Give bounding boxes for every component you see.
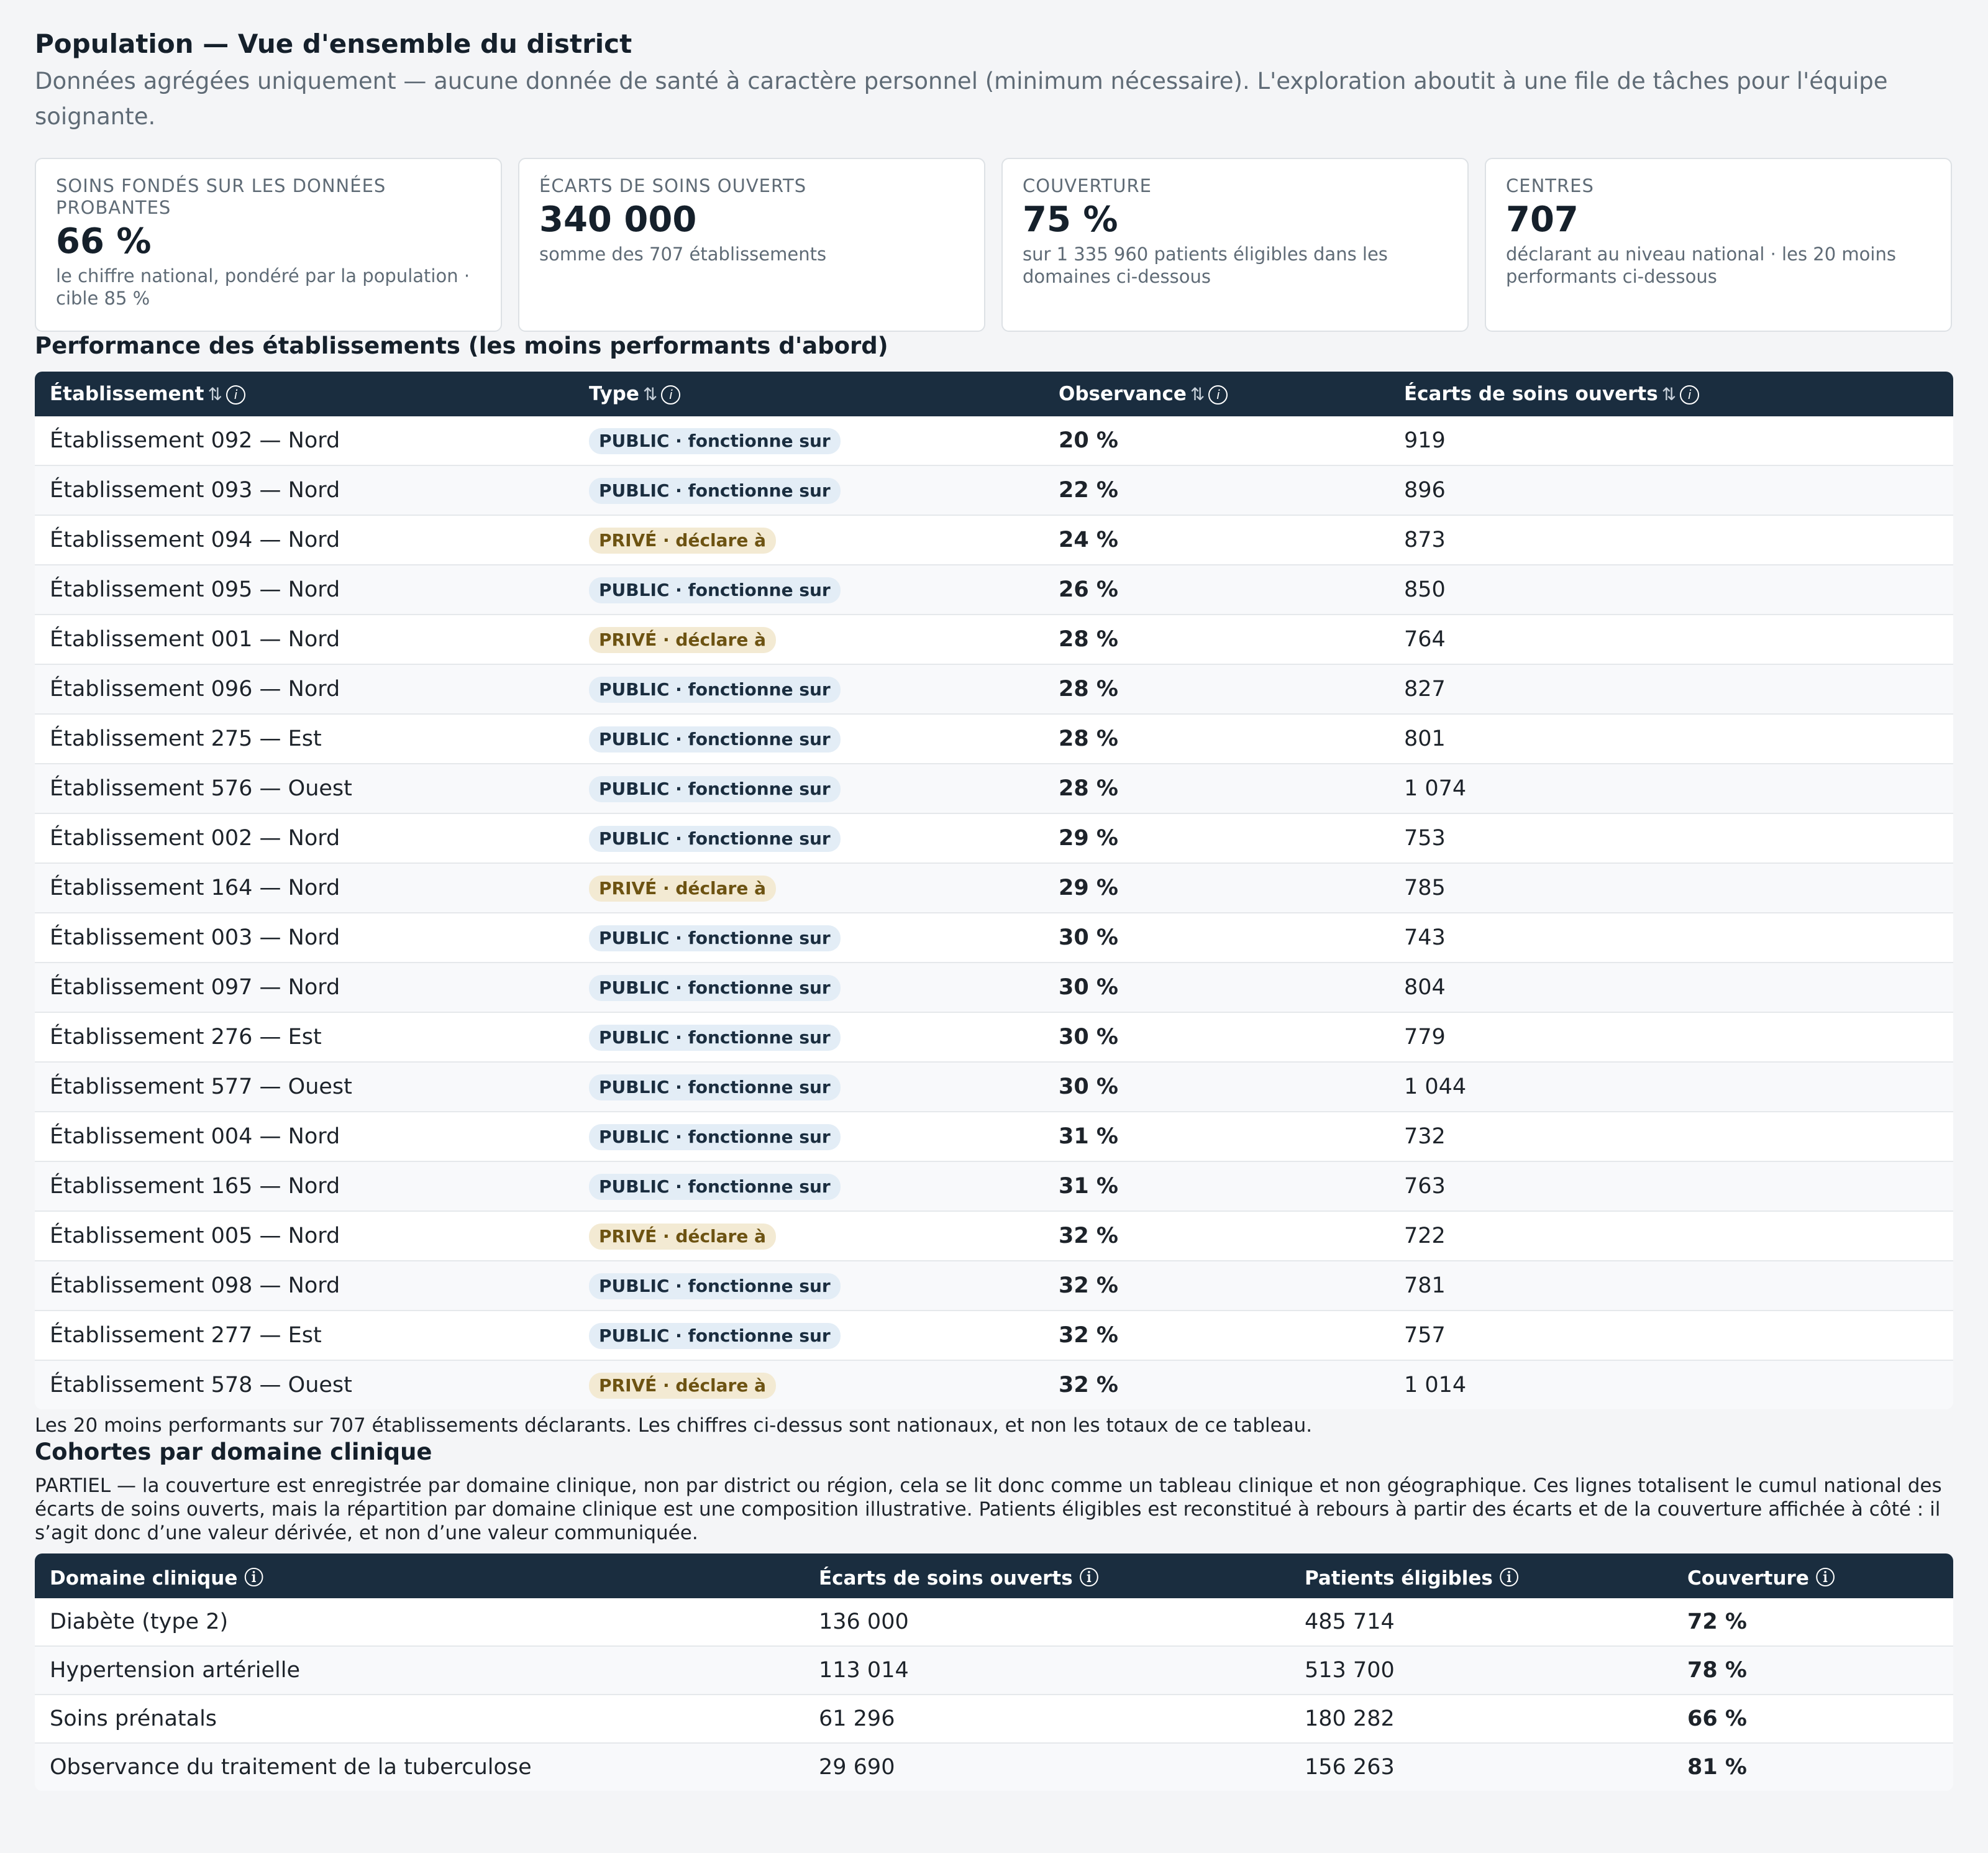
- facilities-table-body: [35, 416, 1953, 1409]
- facility-name: Établissement 578 — Ouest: [35, 1360, 574, 1409]
- page-title: Population — Vue d'ensemble du district: [35, 29, 632, 59]
- facility-name: Établissement 004 — Nord: [35, 1111, 574, 1161]
- facility-type-badge: PRIVÉ · déclare à: [589, 1224, 776, 1250]
- table-row[interactable]: [35, 1360, 1953, 1409]
- facility-type-badge: PUBLIC · fonctionne sur: [589, 577, 841, 603]
- coverage-value: 72 %: [1687, 1609, 1747, 1634]
- cohorts-table-body: [35, 1598, 1953, 1791]
- sort-icon[interactable]: ⇅: [1190, 384, 1205, 405]
- facility-type-badge: PUBLIC · fonctionne sur: [589, 975, 841, 1001]
- facility-type-badge: PUBLIC · fonctionne sur: [589, 1124, 841, 1150]
- open-gaps-value: 1 014: [1389, 1360, 1953, 1409]
- table-row[interactable]: [35, 1645, 1953, 1694]
- kpi-row: [35, 158, 1953, 332]
- column-label: Type: [589, 383, 639, 405]
- open-gaps-value: 743: [1389, 912, 1953, 962]
- kpi-value: 66 %: [56, 221, 152, 262]
- facility-type-badge: PUBLIC · fonctionne sur: [589, 677, 841, 703]
- clinical-domain: Observance du traitement de la tuberculose: [35, 1742, 804, 1791]
- facility-type-badge: PUBLIC · fonctionne sur: [589, 1323, 841, 1349]
- kpi-card-centres: [1485, 158, 1952, 332]
- adherence-value: 30 %: [1044, 1012, 1389, 1061]
- facility-type-cell: [574, 713, 1044, 763]
- eligible-patients-value: 180 282: [1290, 1694, 1672, 1742]
- page-subtitle: Données agrégées uniquement — aucune donnée de santé à caractère personnel (minimum nécessaire). L'exploration aboutit à une file de tâches pour l'équipe soignante.: [35, 68, 1888, 130]
- kpi-note: déclarant au niveau national · les 20 moins performants ci-dessous: [1506, 244, 1896, 287]
- clinical-domain: Diabète (type 2): [50, 1609, 229, 1634]
- facility-type-cell: [574, 862, 1044, 912]
- facility-type-cell: [574, 1012, 1044, 1061]
- table-row[interactable]: [35, 1742, 1953, 1791]
- coverage-value: 66 %: [1672, 1694, 1953, 1742]
- adherence-value: 31 %: [1044, 1111, 1389, 1161]
- open-gaps-value: 896: [1389, 465, 1953, 515]
- table-row[interactable]: [35, 1161, 1953, 1210]
- open-gaps-value: 753: [1389, 813, 1953, 862]
- kpi-value: 707: [1506, 199, 1579, 240]
- table-row[interactable]: [35, 1260, 1953, 1310]
- facility-name: Établissement 165 — Nord: [35, 1161, 574, 1210]
- facility-type-badge: PUBLIC · fonctionne sur: [589, 1174, 841, 1200]
- open-gaps-value: 801: [1389, 713, 1953, 763]
- open-gaps-value: 919: [1404, 428, 1446, 453]
- kpi-card-evidence-based-care: [35, 158, 502, 332]
- adherence-value: 28 %: [1044, 664, 1389, 713]
- table-row[interactable]: [35, 912, 1953, 962]
- sort-icon[interactable]: ⇅: [1661, 384, 1677, 405]
- adherence-value: 32 %: [1044, 1210, 1389, 1260]
- table-row[interactable]: [35, 1598, 1953, 1645]
- facility-type-badge: PUBLIC · fonctionne sur: [589, 925, 841, 951]
- facility-type-cell: [574, 813, 1044, 862]
- facility-type-cell: [574, 1111, 1044, 1161]
- adherence-value: 32 %: [1044, 1260, 1389, 1310]
- facility-name: Établissement 093 — Nord: [35, 465, 574, 515]
- column-header-open-gaps[interactable]: [1389, 372, 1953, 416]
- open-gaps-value: 785: [1389, 862, 1953, 912]
- kpi-label: ÉCARTS DE SOINS OUVERTS: [539, 175, 807, 196]
- facility-name: Établissement 098 — Nord: [35, 1260, 574, 1310]
- table-row[interactable]: [35, 1012, 1953, 1061]
- kpi-note: le chiffre national, pondéré par la population · cible 85 %: [56, 265, 470, 309]
- table-row[interactable]: [35, 515, 1953, 564]
- facility-name: Établissement 576 — Ouest: [35, 763, 574, 813]
- facility-name: Établissement 277 — Est: [35, 1310, 574, 1360]
- facility-type-badge: PUBLIC · fonctionne sur: [589, 1074, 841, 1100]
- open-gaps-value: 61 296: [804, 1694, 1290, 1742]
- facility-type-badge: PRIVÉ · déclare à: [589, 1373, 776, 1399]
- column-header-eligible-patients[interactable]: Patients éligibles ⓘ: [1290, 1553, 1672, 1598]
- table-row[interactable]: [35, 962, 1953, 1012]
- table-row[interactable]: [35, 1111, 1953, 1161]
- facility-type-cell: [574, 763, 1044, 813]
- facilities-header-row: [35, 372, 1953, 416]
- facility-type-cell: [574, 1061, 1044, 1111]
- column-header-open-gaps[interactable]: Écarts de soins ouverts ⓘ: [804, 1553, 1290, 1598]
- facility-type-cell: [574, 962, 1044, 1012]
- facility-name: Établissement 005 — Nord: [35, 1210, 574, 1260]
- column-header-facility[interactable]: [35, 372, 574, 416]
- facility-name: Établissement 275 — Est: [35, 713, 574, 763]
- table-row[interactable]: [35, 763, 1953, 813]
- open-gaps-value: 722: [1389, 1210, 1953, 1260]
- facility-type-cell: [574, 465, 1044, 515]
- facility-type-badge: PRIVÉ · déclare à: [589, 627, 776, 653]
- adherence-value: 30 %: [1044, 962, 1389, 1012]
- kpi-card-coverage: [1001, 158, 1469, 332]
- table-row[interactable]: [35, 465, 1953, 515]
- cohorts-header-row: [35, 1553, 1953, 1598]
- table-row[interactable]: [35, 416, 1953, 465]
- adherence-value: 30 %: [1044, 1061, 1389, 1111]
- facilities-section-title: Performance des établissements (les moins performants d'abord): [35, 332, 888, 359]
- column-header-type[interactable]: [574, 372, 1044, 416]
- table-row[interactable]: [35, 862, 1953, 912]
- table-row[interactable]: [35, 1061, 1953, 1111]
- facility-type-cell: [574, 564, 1044, 614]
- facility-name: Établissement 003 — Nord: [35, 912, 574, 962]
- open-gaps-value: 764: [1389, 614, 1953, 664]
- info-icon[interactable]: i: [226, 385, 245, 405]
- column-header-coverage[interactable]: Couverture ⓘ: [1672, 1553, 1953, 1598]
- sort-icon[interactable]: ⇅: [642, 384, 658, 405]
- cohorts-description: PARTIEL — la couverture est enregistrée par domaine clinique, non par district ou région, cela se lit donc comme un tableau clinique et non géographique. Ces lignes totalisent le cumul national des écarts de soins ouverts, mais la répartition par domaine clinique est une composition illustrative. Patients éligibles est reconstitué à rebours à partir des écarts et de la couverture affichée à côté : il s’agit donc d’une valeur dérivée, et non d’une valeur communiquée.: [35, 1475, 1942, 1544]
- table-row[interactable]: [35, 614, 1953, 664]
- kpi-label: COUVERTURE: [1023, 175, 1152, 196]
- facility-type-cell: [574, 515, 1044, 564]
- table-row[interactable]: [35, 664, 1953, 713]
- facility-type-badge: PUBLIC · fonctionne sur: [589, 826, 841, 852]
- facility-type-badge: PUBLIC · fonctionne sur: [589, 776, 841, 802]
- kpi-label: CENTRES: [1506, 175, 1594, 196]
- open-gaps-value: 827: [1389, 664, 1953, 713]
- kpi-note: sur 1 335 960 patients éligibles dans les domaines ci-dessous: [1023, 244, 1388, 287]
- facility-type-cell: [574, 1161, 1044, 1210]
- facility-type-cell: [574, 1360, 1044, 1409]
- table-row[interactable]: [35, 1694, 1953, 1742]
- kpi-card-open-care-gaps: [518, 158, 985, 332]
- open-gaps-value: 850: [1389, 564, 1953, 614]
- adherence-value: 31 %: [1044, 1161, 1389, 1210]
- open-gaps-value: 1 074: [1389, 763, 1953, 813]
- open-gaps-value: 136 000: [819, 1609, 909, 1634]
- facility-type-badge: PUBLIC · fonctionne sur: [589, 1273, 841, 1299]
- kpi-label: SOINS FONDÉS SUR LES DONNÉES PROBANTES: [56, 175, 386, 218]
- facility-type-badge: PRIVÉ · déclare à: [589, 528, 776, 554]
- facilities-table: [35, 372, 1953, 1409]
- facility-name: Établissement 097 — Nord: [35, 962, 574, 1012]
- facility-name: Établissement 096 — Nord: [35, 664, 574, 713]
- adherence-value: 24 %: [1044, 515, 1389, 564]
- kpi-value: 75 %: [1023, 199, 1118, 240]
- open-gaps-value: 873: [1389, 515, 1953, 564]
- facility-name: Établissement 002 — Nord: [35, 813, 574, 862]
- open-gaps-value: 763: [1389, 1161, 1953, 1210]
- adherence-value: 28 %: [1044, 763, 1389, 813]
- table-row[interactable]: [35, 1310, 1953, 1360]
- adherence-value: 32 %: [1044, 1360, 1389, 1409]
- facility-type-badge: PRIVÉ · déclare à: [589, 876, 776, 902]
- open-gaps-value: 29 690: [804, 1742, 1290, 1791]
- coverage-value: 81 %: [1672, 1742, 1953, 1791]
- info-icon[interactable]: i: [1208, 385, 1228, 405]
- cohorts-table: [35, 1553, 1953, 1791]
- adherence-value: 30 %: [1044, 912, 1389, 962]
- open-gaps-value: 1 044: [1389, 1061, 1953, 1111]
- kpi-value: 340 000: [539, 199, 697, 240]
- kpi-note: somme des 707 établissements: [539, 244, 827, 265]
- coverage-value: 78 %: [1672, 1645, 1953, 1694]
- adherence-value: 20 %: [1059, 428, 1118, 453]
- clinical-domain: Soins prénatals: [35, 1694, 804, 1742]
- facility-type-badge: PUBLIC · fonctionne sur: [589, 428, 841, 454]
- facility-type-badge: PUBLIC · fonctionne sur: [589, 478, 841, 504]
- facility-name: Établissement 095 — Nord: [35, 564, 574, 614]
- open-gaps-value: 732: [1389, 1111, 1953, 1161]
- sort-icon[interactable]: ⇅: [207, 384, 222, 405]
- adherence-value: 28 %: [1044, 614, 1389, 664]
- adherence-value: 22 %: [1044, 465, 1389, 515]
- open-gaps-value: 779: [1389, 1012, 1953, 1061]
- column-header-adherence[interactable]: [1044, 372, 1389, 416]
- column-label: Écarts de soins ouverts: [1404, 383, 1658, 405]
- facility-type-badge: PUBLIC · fonctionne sur: [589, 726, 841, 753]
- adherence-value: 28 %: [1044, 713, 1389, 763]
- facility-type-cell: [574, 416, 1044, 465]
- facility-type-cell: [574, 1310, 1044, 1360]
- table-row[interactable]: [35, 713, 1953, 763]
- table-row[interactable]: [35, 813, 1953, 862]
- clinical-domain: Hypertension artérielle: [35, 1645, 804, 1694]
- adherence-value: 29 %: [1044, 862, 1389, 912]
- eligible-patients-value: 513 700: [1290, 1645, 1672, 1694]
- cohorts-section-title: Cohortes par domaine clinique: [35, 1439, 432, 1465]
- column-label: Établissement: [50, 383, 204, 405]
- facility-name: Établissement 577 — Ouest: [35, 1061, 574, 1111]
- adherence-value: 32 %: [1044, 1310, 1389, 1360]
- open-gaps-value: 804: [1389, 962, 1953, 1012]
- column-header-domain[interactable]: Domaine clinique ⓘ: [35, 1553, 804, 1598]
- facility-type-cell: [574, 1260, 1044, 1310]
- facility-name: Établissement 092 — Nord: [50, 428, 340, 453]
- facility-type-badge: PUBLIC · fonctionne sur: [589, 1025, 841, 1051]
- table-row[interactable]: [35, 1210, 1953, 1260]
- adherence-value: 26 %: [1044, 564, 1389, 614]
- facility-type-cell: [574, 912, 1044, 962]
- eligible-patients-value: 485 714: [1305, 1609, 1395, 1634]
- facility-type-cell: [574, 664, 1044, 713]
- facility-type-cell: [574, 614, 1044, 664]
- facility-name: Établissement 001 — Nord: [35, 614, 574, 664]
- info-icon[interactable]: i: [661, 385, 680, 405]
- facility-name: Établissement 164 — Nord: [35, 862, 574, 912]
- open-gaps-value: 113 014: [804, 1645, 1290, 1694]
- table-row[interactable]: [35, 564, 1953, 614]
- facility-name: Établissement 094 — Nord: [35, 515, 574, 564]
- open-gaps-value: 757: [1389, 1310, 1953, 1360]
- info-icon[interactable]: i: [1680, 385, 1699, 405]
- facility-name: Établissement 276 — Est: [35, 1012, 574, 1061]
- facilities-footnote: Les 20 moins performants sur 707 établissements déclarants. Les chiffres ci-dessus sont nationaux, et non les totaux de ce tableau.: [35, 1414, 1313, 1437]
- adherence-value: 29 %: [1044, 813, 1389, 862]
- column-label: Observance: [1059, 383, 1187, 405]
- eligible-patients-value: 156 263: [1290, 1742, 1672, 1791]
- open-gaps-value: 781: [1389, 1260, 1953, 1310]
- facility-type-cell: [574, 1210, 1044, 1260]
